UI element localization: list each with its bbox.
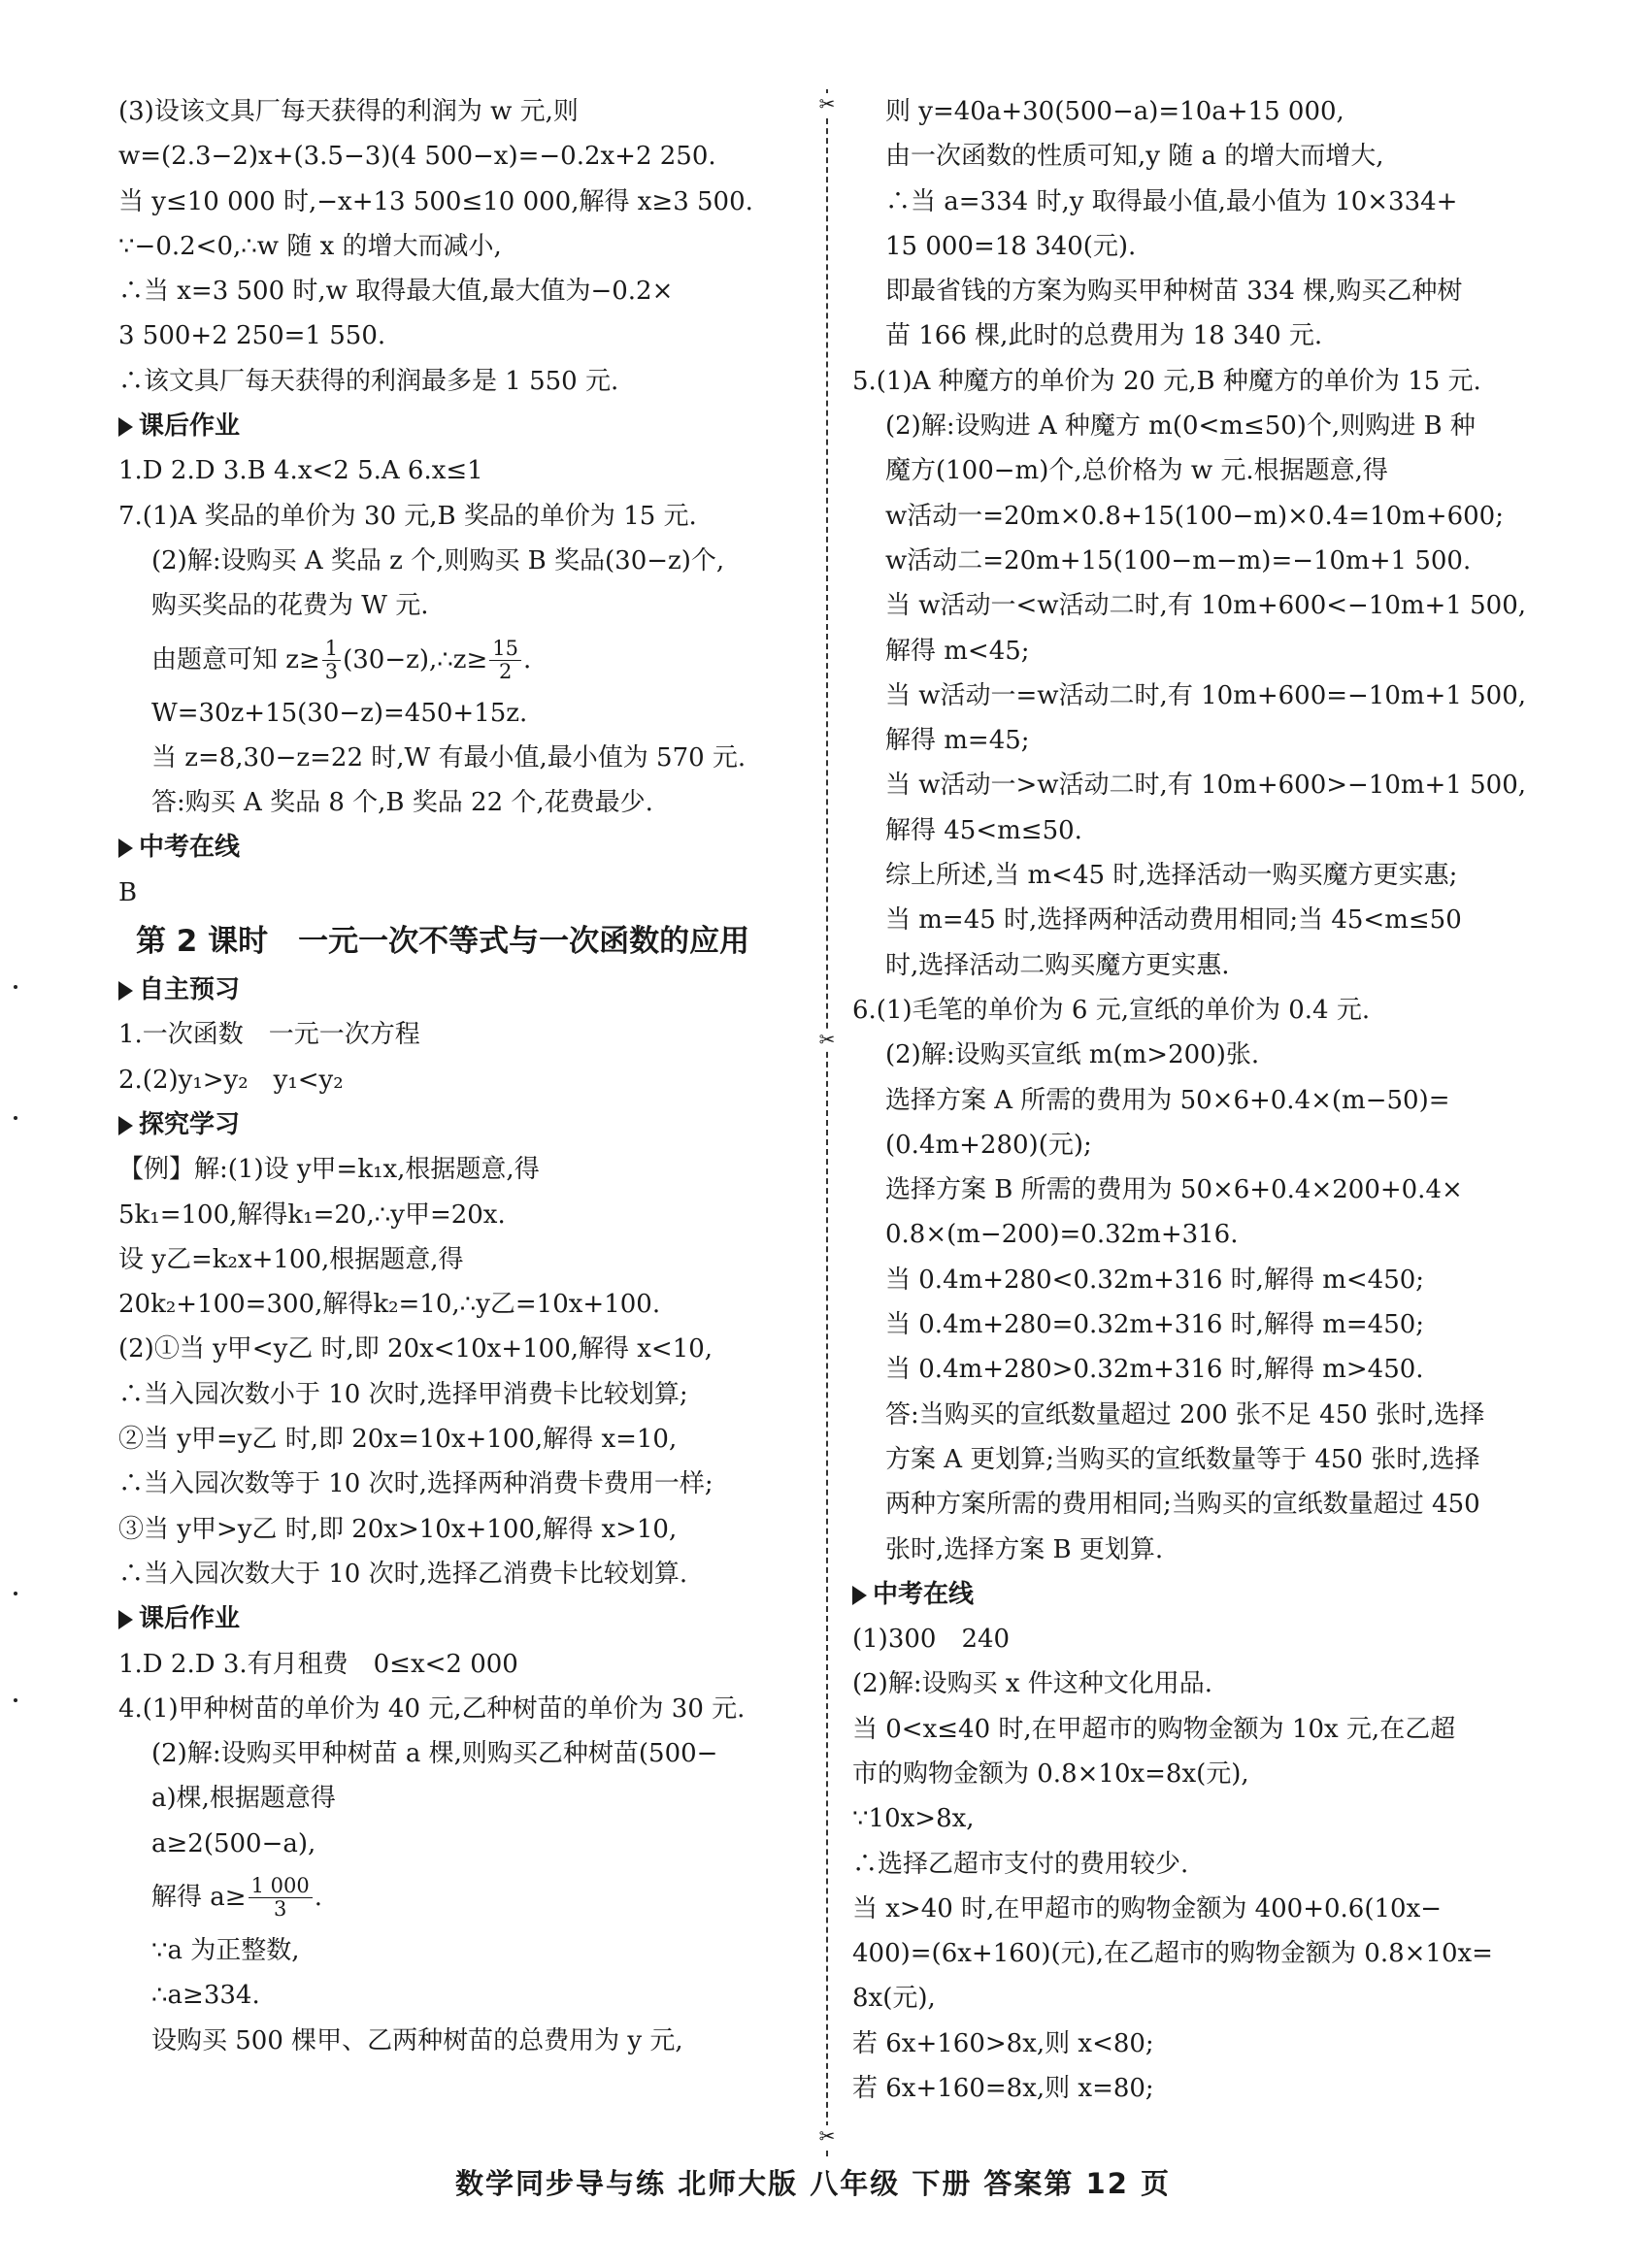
answer-line: w活动二=20m+15(100−m−m)=−10m+1 500. — [885, 545, 1472, 575]
answer-line: 4.(1)甲种树苗的单价为 40 元,乙种树苗的单价为 30 元. — [118, 1693, 746, 1724]
answer-line: w活动一=20m×0.8+15(100−m)×0.4=10m+600; — [885, 501, 1504, 531]
answer-line: 1.一次函数 一元一次方程 — [118, 1020, 420, 1050]
answer-line: a)棵,根据题意得 — [151, 1784, 336, 1814]
answer-line: 解得 m<45; — [885, 636, 1030, 666]
answer-line: 5.(1)A 种魔方的单价为 20 元,B 种魔方的单价为 15 元. — [852, 366, 1481, 396]
answer-line: 购买奖品的花费为 W 元. — [151, 591, 429, 621]
answer-line: 则 y=40a+30(500−a)=10a+15 000, — [885, 97, 1344, 126]
text-segment: . — [314, 1882, 322, 1912]
answer-line: (2)①当 y甲<y乙 时,即 20x<10x+100,解得 x<10, — [118, 1334, 713, 1364]
answer-line: 当 x>40 时,在甲超市的购物金额为 400+0.6(10x− — [852, 1893, 1443, 1923]
answer-line: 7.(1)A 奖品的单价为 30 元,B 奖品的单价为 15 元. — [118, 501, 697, 531]
section-heading-label: 课后作业 — [139, 411, 241, 442]
answer-line: 当 w活动一>w活动二时,有 10m+600>−10m+1 500, — [885, 771, 1527, 801]
answer-line: 400)=(6x+160)(元),在乙超市的购物金额为 0.8×10x= — [852, 1939, 1493, 1969]
text-segment: (30−z),∴z≥ — [343, 644, 488, 674]
answer-line: ∴当 a=334 时,y 取得最小值,最小值为 10×334+ — [885, 186, 1458, 216]
page-footer: 数学同步导与练 北师大版 八年级 下册 答案第 12 页 — [455, 2167, 1171, 2200]
answer-line: 选择方案 A 所需的费用为 50×6+0.4×(m−50)= — [885, 1085, 1450, 1115]
section-heading-label: 自主预习 — [139, 975, 241, 1005]
answer-line: (2)解:设购买宣纸 m(m>200)张. — [885, 1040, 1260, 1070]
answer-line: 2.(2)y₁>y₂ y₁<y₂ — [118, 1065, 344, 1095]
answer-line: 3 500+2 250=1 550. — [118, 321, 386, 351]
section-heading-label: 中考在线 — [139, 833, 241, 863]
answer-line: 当 0.4m+280<0.32m+316 时,解得 m<450; — [885, 1265, 1425, 1295]
fraction-denominator: 3 — [324, 660, 339, 684]
answer-line: ∴选择乙超市支付的费用较少. — [852, 1849, 1189, 1879]
section-heading-label: 课后作业 — [139, 1604, 241, 1634]
answer-line: (2)解:设购买 x 件这种文化用品. — [852, 1669, 1213, 1699]
section-heading-label: 探究学习 — [139, 1109, 241, 1139]
answer-line: ∵10x>8x, — [852, 1804, 975, 1834]
answer-line: 若 6x+160=8x,则 x=80; — [852, 2074, 1154, 2104]
answer-line — [118, 1866, 810, 1928]
answer-line: 当 z=8,30−z=22 时,W 有最小值,最小值为 570 元. — [151, 742, 747, 772]
answer-line: ∵−0.2<0,∴w 随 x 的增大而减小, — [118, 231, 502, 261]
answer-line: (1)300 240 — [852, 1625, 1011, 1655]
cut-line-divider — [826, 89, 828, 2156]
scissor-icon: ✂ — [815, 2125, 839, 2147]
fraction-denominator: 3 — [273, 1897, 287, 1922]
text-segment: . — [523, 644, 532, 674]
answer-line: 苗 166 棵,此时的总费用为 18 340 元. — [885, 321, 1323, 351]
lesson-title: 第 2 课时 一元一次不等式与一次函数的应用 — [136, 924, 750, 960]
answer-line: 0.8×(m−200)=0.32m+316. — [885, 1220, 1239, 1250]
answer-line: 当 m=45 时,选择两种活动费用相同;当 45<m≤50 — [885, 905, 1462, 936]
answer-line: W=30z+15(30−z)=450+15z. — [151, 698, 528, 728]
triangle-marker-icon — [118, 417, 133, 437]
answer-line: ∴a≥334. — [151, 1981, 260, 2011]
answer-line — [118, 629, 810, 691]
answer-line: 6.(1)毛笔的单价为 6 元,宣纸的单价为 0.4 元. — [852, 995, 1371, 1025]
scissor-icon: ✂ — [815, 1029, 839, 1050]
answer-line: ③当 y甲>y乙 时,即 20x>10x+100,解得 x>10, — [118, 1514, 678, 1544]
section-heading — [118, 968, 810, 1012]
answer-line: 两种方案所需的费用相同;当购买的宣纸数量超过 450 — [885, 1490, 1480, 1520]
answer-line: 当 w活动一<w活动二时,有 10m+600<−10m+1 500, — [885, 591, 1527, 621]
answer-line: ②当 y甲=y乙 时,即 20x=10x+100,解得 x=10, — [118, 1425, 678, 1455]
answer-line: (2)解:设购买 A 奖品 z 个,则购买 B 奖品(30−z)个, — [151, 545, 725, 575]
answer-line: (0.4m+280)(元); — [885, 1130, 1092, 1160]
answer-line: (3)设该文具厂每天获得的利润为 w 元,则 — [118, 97, 579, 126]
section-heading-label: 中考在线 — [873, 1579, 975, 1609]
answer-line: ∴当 x=3 500 时,w 取得最大值,最大值为−0.2× — [118, 277, 674, 307]
answer-line: (2)解:设购进 A 种魔方 m(0<m≤50)个,则购进 B 种 — [885, 411, 1476, 442]
triangle-marker-icon — [118, 981, 133, 1001]
answer-line: 20k₂+100=300,解得k₂=10,∴y乙=10x+100. — [118, 1290, 661, 1320]
scan-speck — [14, 1592, 17, 1595]
answer-line: 即最省钱的方案为购买甲种树苗 334 棵,购买乙种树 — [885, 277, 1463, 307]
answer-line: ∵a 为正整数, — [151, 1935, 300, 1965]
answer-line: a≥2(500−a), — [151, 1828, 316, 1858]
section-heading — [852, 1572, 1543, 1617]
answer-line: 1.D 2.D 3.有月租费 0≤x<2 000 — [118, 1649, 518, 1679]
answer-line: 综上所述,当 m<45 时,选择活动一购买魔方更实惠; — [885, 861, 1458, 891]
answer-line: 答:当购买的宣纸数量超过 200 张不足 450 张时,选择 — [885, 1399, 1485, 1430]
answer-line: 8x(元), — [852, 1984, 936, 2014]
answer-line: ∴当入园次数大于 10 次时,选择乙消费卡比较划算. — [118, 1559, 688, 1589]
triangle-marker-icon — [118, 1610, 133, 1629]
fraction-numerator: 1 000 — [249, 1875, 313, 1898]
answer-line: B — [118, 877, 138, 907]
answer-line: 选择方案 B 所需的费用为 50×6+0.4×200+0.4× — [885, 1175, 1463, 1205]
answer-line: 当 w活动一=w活动二时,有 10m+600=−10m+1 500, — [885, 680, 1527, 710]
section-heading — [118, 825, 810, 870]
answer-line: 1.D 2.D 3.B 4.x<2 5.A 6.x≤1 — [118, 456, 483, 486]
triangle-marker-icon — [852, 1586, 867, 1605]
answer-line: 当 0<x≤40 时,在甲超市的购物金额为 10x 元,在乙超 — [852, 1714, 1456, 1744]
fraction-numerator: 1 — [322, 638, 341, 661]
answer-line: 市的购物金额为 0.8×10x=8x(元), — [852, 1759, 1249, 1789]
answer-line: 设购买 500 棵甲、乙两种树苗的总费用为 y 元, — [151, 2025, 683, 2055]
answer-line: 当 0.4m+280>0.32m+316 时,解得 m>450. — [885, 1355, 1424, 1385]
answer-line: 设 y乙=k₂x+100,根据题意,得 — [118, 1244, 464, 1274]
right-column — [852, 89, 1543, 2111]
text-segment: 由题意可知 z≥ — [151, 644, 320, 674]
fraction — [322, 638, 341, 683]
scan-speck — [14, 1698, 17, 1702]
fraction — [489, 638, 521, 683]
answer-line: 时,选择活动二购买魔方更实惠. — [885, 950, 1230, 980]
section-heading — [118, 1102, 810, 1147]
triangle-marker-icon — [118, 1116, 133, 1135]
answer-line: 解得 m=45; — [885, 726, 1030, 756]
triangle-marker-icon — [118, 838, 133, 858]
section-heading — [118, 404, 810, 448]
answer-line: w=(2.3−2)x+(3.5−3)(4 500−x)=−0.2x+2 250. — [118, 142, 716, 172]
fraction-denominator: 2 — [498, 660, 513, 684]
answer-line: 由一次函数的性质可知,y 随 a 的增大而增大, — [885, 142, 1384, 172]
answer-line: ∴当入园次数小于 10 次时,选择甲消费卡比较划算; — [118, 1379, 688, 1409]
answer-line: 当 y≤10 000 时,−x+13 500≤10 000,解得 x≥3 500. — [118, 186, 753, 216]
answer-line: 5k₁=100,解得k₁=20,∴y甲=20x. — [118, 1200, 506, 1230]
answer-line: 15 000=18 340(元). — [885, 231, 1137, 261]
answer-line: 方案 A 更划算;当购买的宣纸数量等于 450 张时,选择 — [885, 1444, 1480, 1474]
text-segment: 解得 a≥ — [151, 1882, 247, 1912]
answer-line: 若 6x+160>8x,则 x<80; — [852, 2028, 1154, 2058]
section-heading — [118, 1596, 810, 1641]
fraction-numerator: 15 — [489, 638, 521, 661]
answer-line: ∴该文具厂每天获得的利润最多是 1 550 元. — [118, 366, 619, 396]
scissor-icon: ✂ — [815, 93, 839, 115]
answer-line: 魔方(100−m)个,总价格为 w 元.根据题意,得 — [885, 456, 1388, 486]
answer-line: 解得 45<m≤50. — [885, 815, 1082, 845]
answer-line: 当 0.4m+280=0.32m+316 时,解得 m=450; — [885, 1310, 1425, 1340]
answer-line: 张时,选择方案 B 更划算. — [885, 1534, 1164, 1564]
scan-speck — [14, 1116, 17, 1120]
answer-line: 答:购买 A 奖品 8 个,B 奖品 22 个,花费最少. — [151, 788, 653, 818]
answer-line: (2)解:设购买甲种树苗 a 棵,则购买乙种树苗(500− — [151, 1739, 718, 1769]
answer-line: 【例】解:(1)设 y甲=k₁x,根据题意,得 — [118, 1155, 540, 1185]
answer-line: ∴当入园次数等于 10 次时,选择两种消费卡费用一样; — [118, 1469, 713, 1499]
left-column — [118, 89, 810, 2063]
scan-speck — [14, 985, 17, 989]
fraction — [249, 1875, 313, 1921]
